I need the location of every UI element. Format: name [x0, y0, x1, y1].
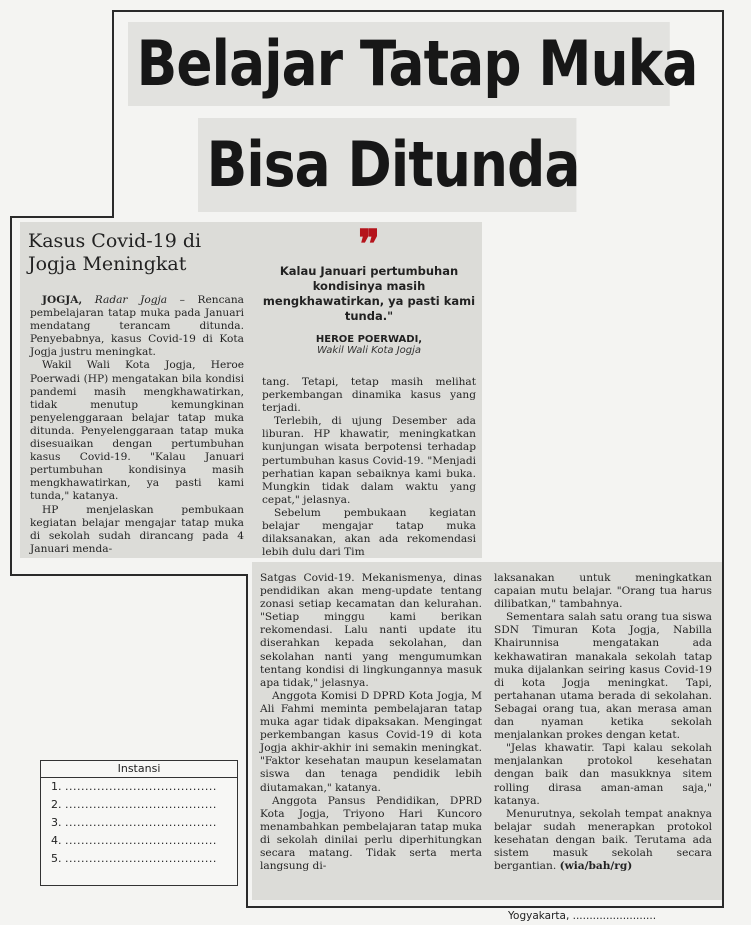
quote-text: Kalau Januari pertumbuhan kondisinya masih mengkhawatirkan, ya pasti kami tunda.": [262, 264, 476, 323]
lead-text: – Rencana pembelajaran tatap muka pada Januari mendatang terancam ditunda. Penyebabnya, kasus Covid-19 di Kota Jogja justru meningkat.: [30, 294, 244, 359]
clip-border-left-upper: [112, 10, 114, 218]
instansi-row: [41, 850, 237, 868]
instansi-title: Instansi: [41, 761, 237, 778]
instansi-blank-line: ......................................: [65, 798, 217, 811]
instansi-blank-line: ......................................: [65, 816, 217, 829]
paragraph: "Jelas khawatir. Tapi kalau sekolah menjalankan protokol kesehatan dengan baik dan masukknya sitem rolling dirasa aman-aman saja," katanya.: [494, 742, 712, 807]
instansi-row: [41, 814, 237, 832]
quote-speaker-name: HEROE POERWADI,: [315, 334, 423, 345]
pull-quote: [262, 221, 476, 356]
paragraph: Anggota Komisi D DPRD Kota Jogja, M Ali Fahmi meminta pembelajaran tatap muka agar tidak dipaksakan. Mengingat perkembangan kasus Covid-19 di kota Jogja akhir-akhir ini semakin meningkat. "Faktor kesehatan maupun keselamatan siswa dan tenaga pendidik lebih diutamakan," katanya.: [260, 689, 482, 794]
instansi-row-number: 4.: [51, 834, 62, 847]
instansi-row-number: 1.: [51, 780, 62, 793]
instansi-blank-line: ......................................: [65, 780, 217, 793]
article-column-2: [262, 376, 476, 559]
instansi-row-number: 5.: [51, 852, 62, 865]
paragraph: Sementara salah satu orang tua siswa SDN Timuran Kota Jogja, Nabilla Khairunnisa mengatakan ada kekhawatiran manakala sekolah tatap muka dijalankan seiring kasus Covid-19 di kota Jogja meningkat. Tapi, pertahanan utama berada di sekolahan. Sebagai orang tua, akan merasa aman dan nyaman ketika sekolah menjalankan prokes dengan ketat.: [494, 611, 712, 742]
lead-source: Radar Jogja: [94, 294, 168, 306]
clip-border-bottom: [246, 906, 724, 908]
instansi-blank-line: ......................................: [65, 834, 217, 847]
headline-line-2: Bisa Ditunda: [198, 118, 576, 212]
instansi-row: [41, 778, 237, 796]
article-column-3: [260, 572, 482, 873]
sub-heading: Kasus Covid-19 di Jogja Meningkat: [28, 230, 202, 275]
clip-border-top: [112, 10, 724, 12]
lead-paragraph: [30, 294, 244, 359]
footer-place-date: Yogyakarta, .........................: [508, 910, 657, 922]
instansi-form: [40, 760, 238, 886]
instansi-row-number: 3.: [51, 816, 62, 829]
paragraph: [494, 808, 712, 873]
clip-border-left-lower: [246, 574, 248, 908]
clip-border-step: [10, 216, 114, 218]
instansi-row-number: 2.: [51, 798, 62, 811]
paragraph: Sebelum pembukaan kegiatan belajar mengajar tatap muka dilaksanakan, akan ada rekomendasi lebih dulu dari Tim: [262, 506, 476, 559]
paragraph: Wakil Wali Kota Jogja, Heroe Poerwadi (HP) mengatakan bila kondisi pandemi masih mengkhawatirkan, tidak menutup kemungkinan penyelenggaraan belajar tatap muka ditunda. Penyelenggaraan tatap muka disesuaikan dengan pertumbuhan kasus Covid-19. "Kalau Januari pertumbuhan kondisinya masih mengkhawatirkan, ya pasti kami tunda," katanya.: [30, 359, 244, 503]
clip-border-left: [10, 216, 12, 576]
paragraph: tang. Tetapi, tetap masih melihat perkembangan dinamika kasus yang terjadi.: [262, 376, 476, 415]
quote-mark-icon: ❞: [358, 221, 380, 268]
author-signature: (wia/bah/rg): [559, 860, 633, 873]
paragraph: Satgas Covid-19. Mekanismenya, dinas pendidikan akan meng-update tentang zonasi setiap kecamatan dan kelurahan. "Setiap minggu kami berikan rekomendasi. Lalu nanti update itu diserahkan kepada sekolahan, dan sekolahan nanti yang mengumumkan tentang kondisi di lingkungannya masuk apa tidak," jelasnya.: [260, 572, 482, 689]
instansi-row: [41, 832, 237, 850]
paragraph: Terlebih, di ujung Desember ada liburan. HP khawatir, meningkatkan kunjungan wisata berpotensi terhadap pertumbuhan kasus Covid-19. "Menjadi perhatian kapan sebaiknya kami buka. Mungkin tidak dalam waktu yang cepat," jelasnya.: [262, 415, 476, 506]
instansi-blank-line: ......................................: [65, 852, 217, 865]
clip-border-right: [722, 10, 724, 908]
paragraph: laksanakan untuk meningkatkan capaian mutu belajar. "Orang tua harus dilibatkan," tambahnya.: [494, 572, 712, 611]
clip-border-mid: [10, 574, 248, 576]
paragraph-text: Menurutnya, sekolah tempat anaknya belajar sudah menerapkan protokol kesehatan dengan baik. Terutama ada sistem masuk sekolah secara bergantian.: [494, 807, 712, 873]
paragraph: HP menjelaskan pembukaan kegiatan belajar mengajar tatap muka di sekolah sudah dirancang pada 4 Januari menda-: [30, 503, 244, 555]
paragraph: Anggota Pansus Pendidikan, DPRD Kota Jogja, Triyono Hari Kuncoro menambahkan pembelajaran tatap muka di sekolah dinilai perlu diperhitungkan secara matang. Tidak serta merta langsung di-: [260, 794, 482, 873]
instansi-row: [41, 796, 237, 814]
headline-line-1: Belajar Tatap Muka: [128, 22, 670, 106]
lead-location: JOGJA,: [42, 294, 83, 306]
article-column-1: [30, 294, 244, 556]
article-column-4: [494, 572, 712, 873]
quote-speaker-role: Wakil Wali Kota Jogja: [316, 345, 422, 356]
